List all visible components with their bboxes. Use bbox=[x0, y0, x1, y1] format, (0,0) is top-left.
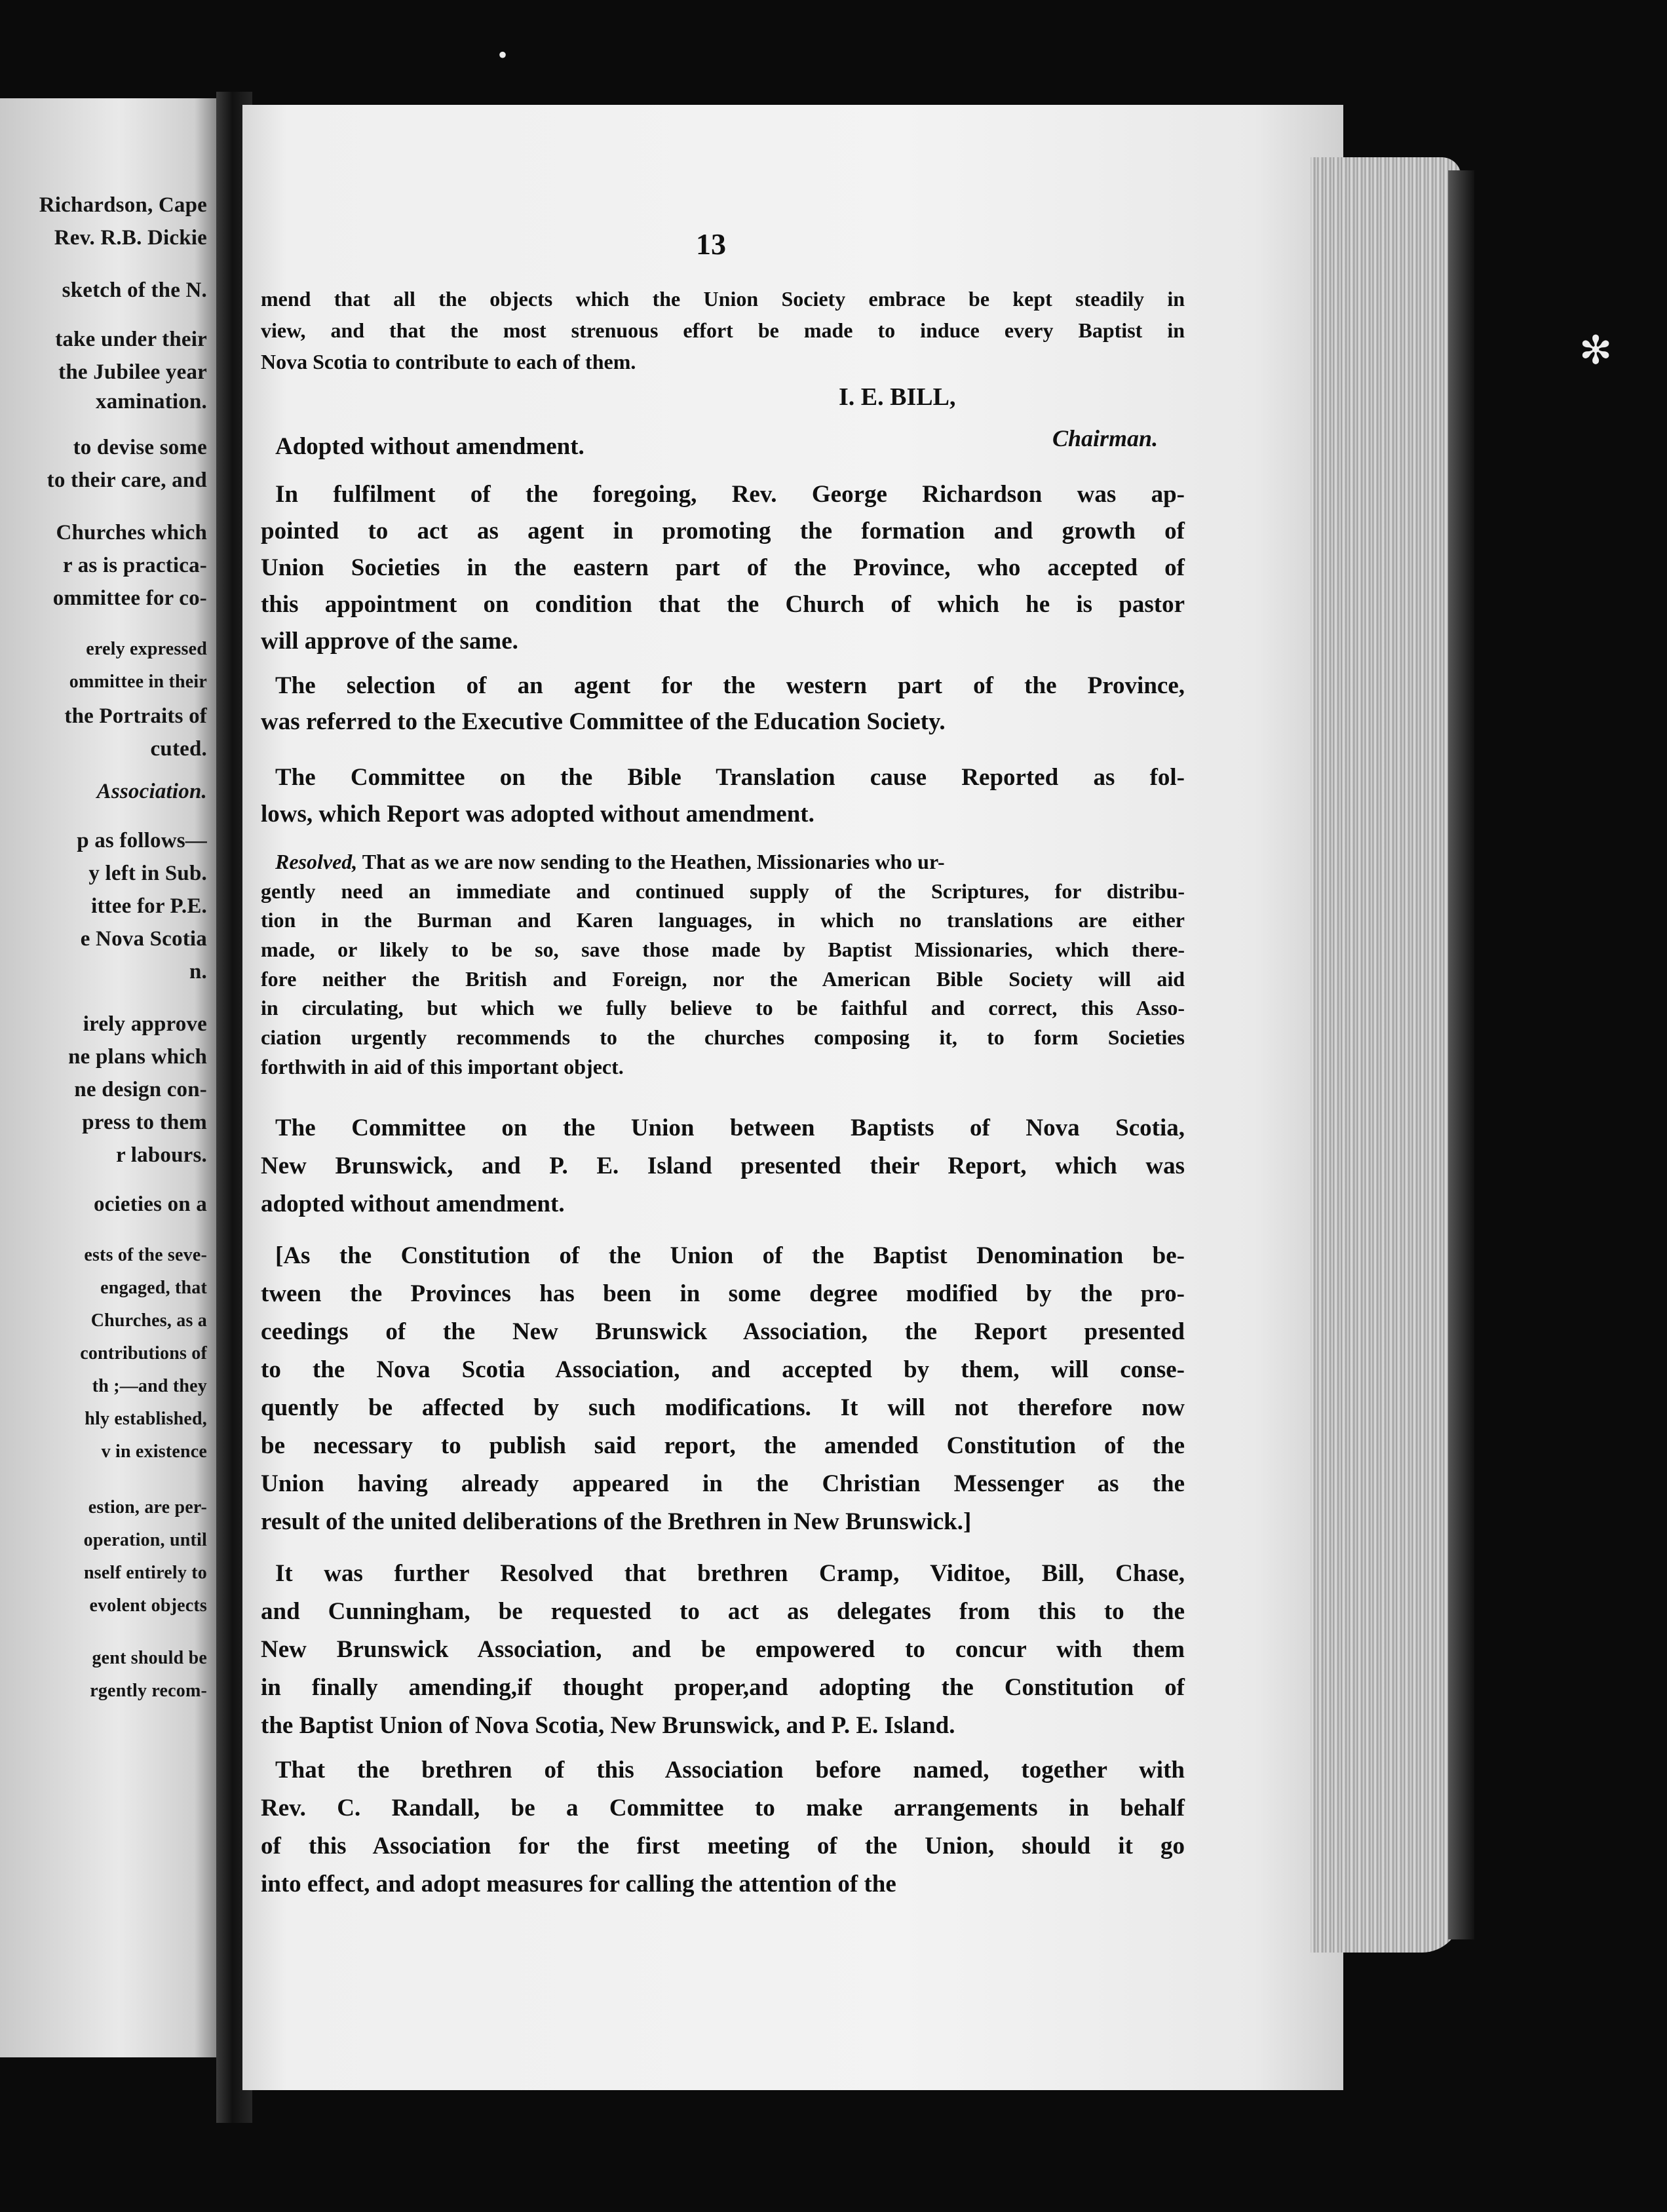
left-page-line: the Portraits of bbox=[64, 704, 207, 728]
fulfilment-line: Union Societies in the eastern part of the Province, who accepted of bbox=[261, 554, 1185, 581]
resolved-line: made, or likely to be so, save those made by Baptist Missionaries, which there- bbox=[261, 938, 1185, 961]
signature-title: Chairman. bbox=[1052, 425, 1159, 451]
left-page-line: engaged, that bbox=[100, 1278, 207, 1298]
left-page-line: ommittee in their bbox=[69, 672, 207, 692]
constitution-line: ceedings of the New Brunswick Association, the Report presented bbox=[261, 1318, 1185, 1345]
brethren-line: Rev. C. Randall, be a Committee to make arrangements in behalf bbox=[261, 1795, 1185, 1821]
left-page-line: hly established, bbox=[85, 1409, 207, 1429]
left-page-line: ommittee for co- bbox=[52, 586, 207, 610]
left-page-line: n. bbox=[189, 960, 207, 983]
left-page-line: take under their bbox=[55, 328, 207, 351]
constitution-line: result of the united deliberations of the Brethren in New Brunswick.] bbox=[261, 1508, 972, 1535]
left-page-line: to devise some bbox=[73, 436, 207, 459]
left-page-line: Rev. R.B. Dickie bbox=[54, 226, 207, 250]
left-page-line: sketch of the N. bbox=[62, 278, 207, 302]
resolved-line: fore neither the British and Foreign, nor the American Bible Society will aid bbox=[261, 967, 1185, 991]
brethren-line: That the brethren of this Association before named, together with bbox=[275, 1757, 1185, 1783]
page-right bbox=[242, 105, 1343, 2090]
left-page-line: th ;—and they bbox=[92, 1376, 207, 1396]
left-page-line: Churches which bbox=[56, 521, 207, 544]
left-page-line: Richardson, Cape bbox=[39, 193, 207, 217]
fulfilment-line: pointed to act as agent in promoting the formation and growth of bbox=[261, 518, 1185, 544]
opening-line: view, and that the most strenuous effort be made to induce every Baptist in bbox=[261, 318, 1185, 342]
bible-report-line: lows, which Report was adopted without amendment. bbox=[261, 801, 814, 828]
resolved-line: tion in the Burman and Karen languages, in which no translations are either bbox=[261, 908, 1185, 932]
left-page-line: ests of the seve- bbox=[84, 1245, 207, 1265]
left-page-line: nself entirely to bbox=[84, 1563, 207, 1583]
selection-line: The selection of an agent for the western part of the Province, bbox=[275, 672, 1185, 699]
left-page-line: evolent objects bbox=[89, 1595, 207, 1616]
resolved-line bbox=[275, 850, 1185, 874]
signature-name: I. E. BILL, bbox=[839, 383, 956, 411]
left-page-line: ocieties on a bbox=[93, 1192, 207, 1216]
bible-report-line: The Committee on the Bible Translation cause Reported as fol- bbox=[275, 764, 1185, 791]
book-spine-edge bbox=[1448, 170, 1474, 1939]
left-page-line: estion, are per- bbox=[88, 1497, 207, 1517]
constitution-line: quently be affected by such modifications. It will not therefore now bbox=[261, 1394, 1185, 1421]
left-page-line: operation, until bbox=[83, 1530, 207, 1550]
resolved-line: gently need an immediate and continued supply of the Scriptures, for distribu- bbox=[261, 879, 1185, 903]
left-page-line: xamination. bbox=[96, 390, 207, 413]
left-page-line: p as follows— bbox=[77, 829, 207, 852]
left-page-line: erely expressed bbox=[86, 639, 207, 659]
fulfilment-line: this appointment on condition that the Church of which he is pastor bbox=[261, 591, 1185, 618]
constitution-line: to the Nova Scotia Association, and accepted by them, will conse- bbox=[261, 1356, 1185, 1383]
selection-line: was referred to the Executive Committee of the Education Society. bbox=[261, 708, 946, 735]
left-page-line: irely approve bbox=[83, 1012, 207, 1036]
fulfilment-line: In fulfilment of the foregoing, Rev. George Richardson was ap- bbox=[275, 481, 1185, 508]
constitution-line: [As the Constitution of the Union of the Baptist Denomination be- bbox=[275, 1242, 1185, 1269]
left-page-line: rgently recom- bbox=[90, 1681, 207, 1701]
brethren-line: of this Association for the first meeting of the Union, should it go bbox=[261, 1833, 1185, 1859]
left-page-line: the Jubilee year bbox=[58, 360, 207, 384]
union-report-line: The Committee on the Union between Baptists of Nova Scotia, bbox=[275, 1115, 1185, 1141]
union-report-line: adopted without amendment. bbox=[261, 1191, 565, 1217]
opening-line: mend that all the objects which the Union Society embrace be kept steadily in bbox=[261, 287, 1185, 311]
resolved-line: ciation urgently recommends to the churches composing it, to form Societies bbox=[261, 1025, 1185, 1049]
left-page-line: v in existence bbox=[101, 1441, 207, 1462]
left-page-line: r labours. bbox=[116, 1143, 207, 1167]
left-page-line: Churches, as a bbox=[90, 1310, 207, 1331]
dust-speck: ✻ bbox=[1579, 329, 1613, 372]
resolved-line: forthwith in aid of this important object. bbox=[261, 1055, 624, 1078]
delegates-line: the Baptist Union of Nova Scotia, New Brunswick, and P. E. Island. bbox=[261, 1712, 955, 1739]
constitution-line: tween the Provinces has been in some degree modified by the pro- bbox=[261, 1280, 1185, 1307]
left-page-line: ne plans which bbox=[68, 1045, 207, 1069]
left-page-line: gent should be bbox=[92, 1648, 207, 1668]
adopted-line: Adopted without amendment. bbox=[275, 433, 584, 460]
left-page-line: e Nova Scotia bbox=[80, 927, 207, 951]
left-page-line: ne design con- bbox=[74, 1078, 207, 1101]
left-page-line: y left in Sub. bbox=[88, 862, 207, 885]
delegates-line: It was further Resolved that brethren Cramp, Viditoe, Bill, Chase, bbox=[275, 1560, 1185, 1587]
left-page-line: cuted. bbox=[150, 737, 207, 761]
facing-page-left bbox=[0, 98, 216, 2057]
left-page-line: press to them bbox=[82, 1111, 207, 1134]
left-page-line: to their care, and bbox=[47, 468, 207, 492]
page-number: 13 bbox=[696, 227, 726, 261]
left-page-line: Association. bbox=[96, 780, 207, 803]
constitution-line: Union having already appeared in the Christian Messenger as the bbox=[261, 1470, 1185, 1497]
resolved-line-text: That as we are now sending to the Heathen, Missionaries who ur- bbox=[357, 850, 945, 873]
left-page-line: contributions of bbox=[80, 1343, 207, 1363]
page-edges bbox=[1311, 157, 1461, 1953]
delegates-line: New Brunswick Association, and be empowered to concur with them bbox=[261, 1636, 1185, 1663]
union-report-line: New Brunswick, and P. E. Island presented their Report, which was bbox=[261, 1153, 1185, 1179]
constitution-line: be necessary to publish said report, the amended Constitution of the bbox=[261, 1432, 1185, 1459]
delegates-line: in finally amending,if thought proper,and adopting the Constitution of bbox=[261, 1674, 1185, 1701]
dust-speck: • bbox=[498, 40, 508, 69]
fulfilment-line: will approve of the same. bbox=[261, 628, 518, 655]
opening-line: Nova Scotia to contribute to each of them. bbox=[261, 350, 636, 373]
resolved-lead-word: Resolved, bbox=[275, 850, 358, 873]
left-page-line: ittee for P.E. bbox=[91, 894, 207, 918]
delegates-line: and Cunningham, be requested to act as delegates from this to the bbox=[261, 1598, 1185, 1625]
brethren-line: into effect, and adopt measures for calling the attention of the bbox=[261, 1871, 896, 1897]
left-page-line: r as is practica- bbox=[63, 554, 207, 577]
resolved-line: in circulating, but which we fully believe to be faithful and correct, this Asso- bbox=[261, 996, 1185, 1020]
